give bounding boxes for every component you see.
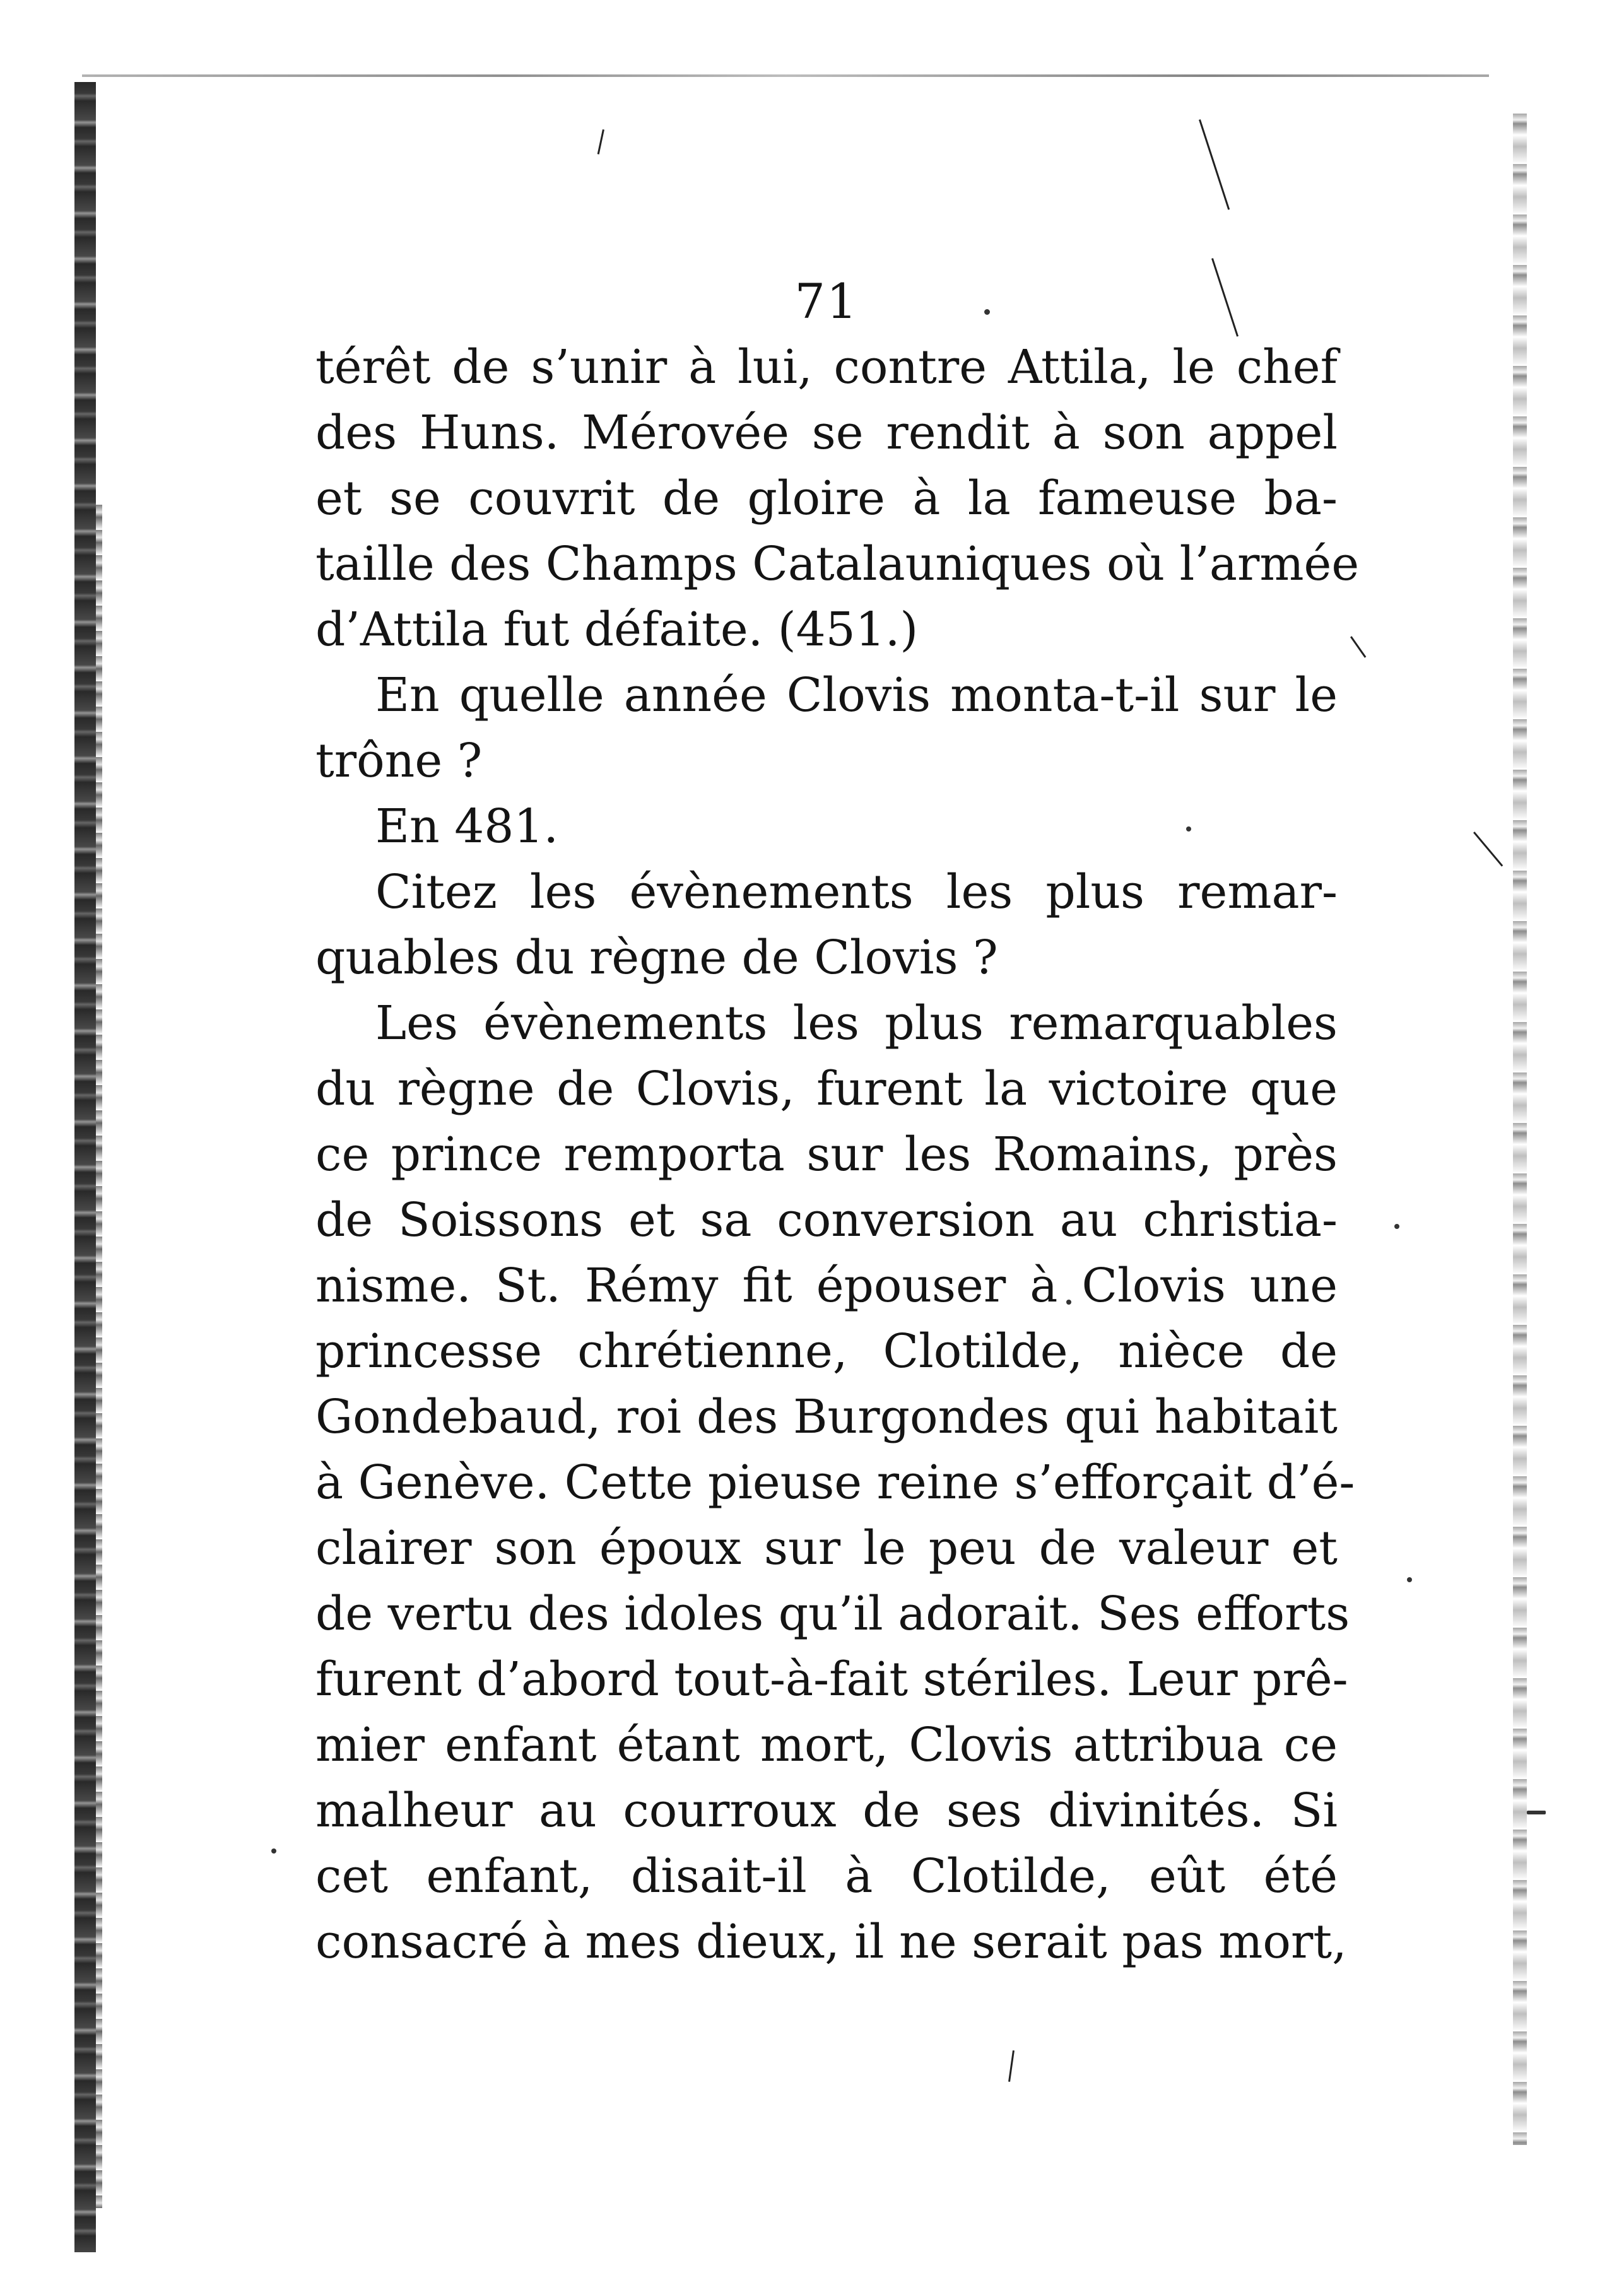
text-line: de Soissons et sa conversion au christia- [315, 1193, 1338, 1247]
text-line: des Huns. Mérovée se rendit à son appel [315, 406, 1338, 460]
text-line: de vertu des idoles qu’il adorait. Ses efforts [315, 1587, 1350, 1641]
text-block [315, 334, 1360, 1975]
text-line: malheur au courroux de ses divinités. Si [315, 1783, 1338, 1838]
scan-artifact-stroke [1350, 636, 1366, 657]
text-line: quables du règne de Clovis ? [315, 931, 998, 985]
scan-binding-noise [96, 505, 102, 2208]
text-line: à Genève. Cette pieuse reine s’efforçait d’é- [315, 1455, 1355, 1510]
text-line: taille des Champs Catalauniques où l’armée [315, 537, 1360, 591]
text-line: et se couvrit de gloire à la fameuse ba- [315, 471, 1338, 526]
scan-speck [1394, 1224, 1399, 1229]
scan-edge-right [1513, 114, 1527, 2145]
text-line: cet enfant, disait-il à Clotilde, eût été [315, 1849, 1338, 1903]
text-line: trône ? [315, 734, 483, 788]
text-line: Les évènements les plus remarquables [375, 996, 1338, 1050]
text-line: Gondebaud, roi des Burgondes qui habitait [315, 1390, 1338, 1444]
scan-artifact-stroke [1199, 119, 1230, 210]
text-line: clairer son époux sur le peu de valeur et [315, 1521, 1338, 1575]
scan-artifact-stroke [1008, 2050, 1015, 2082]
text-line: nisme. St. Rémy fit épouser à Clovis une [315, 1259, 1338, 1313]
scan-edge-top [82, 74, 1489, 77]
scan-speck [1407, 1577, 1412, 1582]
scan-artifact-stroke [597, 129, 604, 155]
book-page [315, 271, 1360, 1975]
text-line: furent d’abord tout-à-fait stériles. Leur prê- [315, 1652, 1348, 1707]
text-line: mier enfant étant mort, Clovis attribua ce [315, 1718, 1338, 1772]
text-line: d’Attila fut défaite. (451.) [315, 602, 919, 657]
text-line: térêt de s’unir à lui, contre Attila, le chef [315, 340, 1338, 394]
scan-speck [1527, 1811, 1546, 1814]
text-line: ce prince remporta sur les Romains, près [315, 1127, 1338, 1182]
text-line: princesse chrétienne, Clotilde, nièce de [315, 1324, 1338, 1378]
scan-binding-shadow [74, 82, 96, 2252]
scan-speck [271, 1848, 276, 1854]
text-line: Citez les évènements les plus remar- [375, 865, 1338, 919]
text-line: En 481. [375, 799, 558, 854]
text-line: consacré à mes dieux, il ne serait pas mort, [315, 1915, 1347, 1969]
page-number: 71 [794, 273, 859, 329]
text-line: du règne de Clovis, furent la victoire que [315, 1062, 1338, 1116]
scan-artifact-stroke [1473, 831, 1503, 867]
text-line: En quelle année Clovis monta-t-il sur le [375, 668, 1338, 722]
